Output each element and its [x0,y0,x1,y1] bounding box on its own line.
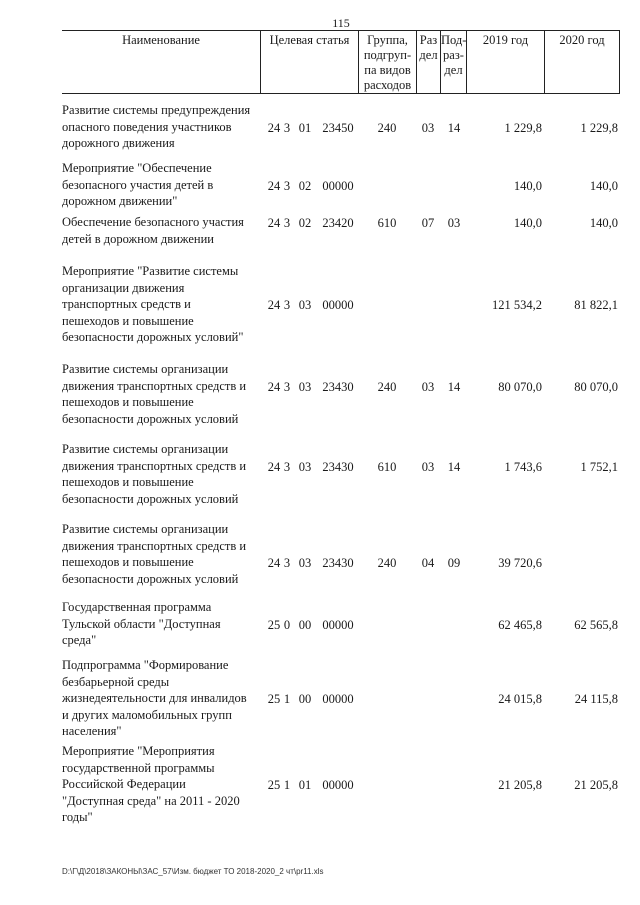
row-name-line: безопасности дорожных условий [62,411,239,426]
target-code-event: 02 [298,216,312,230]
header-name: Наименование [122,33,200,47]
amount-2020: 1 229,8 [580,120,618,135]
amount-2020: 80 070,0 [574,379,618,394]
target-code-program: 24 [267,216,281,230]
row-name-line: Государственная программа [62,600,212,614]
target-code-subprogram: 3 [283,178,291,193]
row-name-line: пешеходов и повышение [62,475,194,489]
target-code-subprogram: 3 [283,298,291,312]
row-name-line: Мероприятие "Мероприятия [62,744,215,758]
target-code-event: 00 [298,617,312,632]
expense-group: 240 [377,379,397,394]
target-code-program: 25 [267,692,281,706]
target-code-event: 00 [298,692,312,706]
header-group-line: па видов [364,63,411,77]
row-name-line: Обеспечение безопасного участия [62,215,244,229]
header-section-line: дел [419,48,438,62]
row-name-line: "Доступная среда" на 2011 - 2020 [62,793,240,808]
row-name-line: Подпрограмма "Формирование [62,658,229,672]
row-name-line: движения транспортных средств и [62,538,247,553]
header-target-article: Целевая статья [260,31,358,93]
row-name-line: опасного поведения участников [62,119,232,134]
row-values [62,459,620,475]
section: 03 [421,379,435,394]
header-subsection-line: Под- [441,33,466,47]
target-code-direction: 00000 [322,178,354,193]
section: 07 [421,216,435,230]
row-name-line: государственной программы [62,760,215,775]
row-name-line: безопасности дорожных условий [62,491,239,506]
target-code-program: 24 [267,556,281,570]
target-code-subprogram: 1 [283,692,291,706]
row-name-line: безопасного участия детей в [62,177,214,192]
amount-2019: 39 720,6 [498,556,542,570]
row-values [62,691,620,707]
header-subsection-line: дел [444,63,463,77]
section: 04 [421,556,435,570]
section: 03 [421,120,435,135]
amount-2019: 24 015,8 [498,692,542,706]
budget-table [62,30,620,824]
row-name [62,521,260,587]
row-name-line: дорожном движении" [62,194,178,208]
row-name-line: Российской Федерации [62,777,186,791]
target-code-subprogram: 0 [283,617,291,632]
amount-2019: 140,0 [513,216,542,230]
target-code-subprogram: 1 [283,778,291,792]
target-code-subprogram: 3 [283,459,291,474]
row-values [62,120,620,136]
target-code-event: 03 [298,556,312,570]
subsection: 14 [447,120,461,135]
row-name-line: организации движения [62,280,185,295]
target-code-direction: 00000 [322,298,354,312]
row-name-line: безбарьерной среды [62,674,170,689]
row-values [62,555,620,571]
amount-2019: 121 534,2 [492,298,542,312]
row-values [62,617,620,633]
target-code-event: 03 [298,379,312,394]
row-name-line: транспортных средств и [62,297,191,311]
header-2019: 2019 год [466,31,544,93]
row-values [62,379,620,395]
header-expense-group [358,31,416,93]
row-name-line: дорожного движения [62,136,175,150]
target-code-program: 24 [267,379,281,394]
row-values [62,777,620,793]
row-name-line: Развитие системы организации [62,362,229,376]
target-code-subprogram: 3 [283,379,291,394]
row-name-line: населения" [62,724,122,738]
row-name-line: годы" [62,810,93,824]
target-code-direction: 00000 [322,692,354,706]
row-name-line: Мероприятие "Обеспечение [62,161,212,175]
header-2020: 2020 год [544,31,620,93]
target-code-subprogram: 3 [283,556,291,570]
header-subsection-line: раз- [443,48,464,62]
subsection: 14 [447,459,461,474]
subsection: 14 [447,379,461,394]
amount-2019: 1 229,8 [504,120,542,135]
row-name-line: Мероприятие "Развитие системы [62,264,239,278]
row-values [62,215,620,231]
row-name-line: жизнедеятельности для инвалидов [62,691,247,705]
amount-2020: 1 752,1 [580,459,618,474]
row-name-line: безопасности дорожных условий [62,571,239,586]
expense-group: 240 [377,556,397,570]
target-code-event: 02 [298,178,312,193]
row-name-line: среда" [62,633,97,647]
target-code-direction: 23430 [322,379,354,394]
subsection: 03 [447,216,461,230]
target-code-subprogram: 3 [283,120,291,135]
row-name-line: Тульской области "Доступная [62,616,221,631]
row-name-line: безопасности дорожных условий" [62,330,244,344]
expense-group: 240 [377,120,397,135]
target-code-program: 25 [267,617,281,632]
target-code-event: 01 [298,778,312,792]
target-code-program: 24 [267,178,281,193]
row-name-line: Развитие системы организации [62,522,229,536]
target-code-direction: 00000 [322,778,354,792]
row-name-line: движения транспортных средств и [62,378,247,393]
header-section [416,31,440,93]
row-name-line: детей в дорожном движении [62,231,214,246]
amount-2020: 24 115,8 [574,692,618,706]
amount-2020: 140,0 [589,178,618,193]
target-code-event: 03 [298,298,312,312]
amount-2019: 21 205,8 [498,778,542,792]
row-name-line: пешеходов и повышение [62,395,194,409]
amount-2019: 1 743,6 [504,459,542,474]
row-values [62,297,620,313]
header-section-line: Раз [419,33,438,47]
target-code-event: 01 [298,120,312,135]
row-name-line: пешеходов и повышение [62,313,194,328]
row-name-line: Развитие системы предупреждения [62,103,251,117]
target-code-direction: 23420 [322,216,354,230]
row-values [62,178,620,194]
expense-group: 610 [377,216,397,230]
target-code-program: 24 [267,120,281,135]
expense-group: 610 [377,459,397,474]
subsection: 09 [447,556,461,570]
target-code-direction: 23430 [322,556,354,570]
header-group-line: расходов [363,78,412,92]
header-group-line: Группа, [367,33,408,47]
row-name-line: пешеходов и повышение [62,555,194,569]
row-name-line: движения транспортных средств и [62,458,247,473]
row-name-line: и других маломобильных групп [62,707,232,722]
target-code-program: 24 [267,459,281,474]
table-header [62,30,620,94]
amount-2020: 140,0 [589,216,618,230]
amount-2020: 21 205,8 [574,778,618,792]
section: 03 [421,459,435,474]
target-code-direction: 00000 [322,617,354,632]
file-path-footer: D:\Г\Д\2018\ЗАКОНЫ\ЗАС_57\Изм. бюджет ТО 2018-2020_2 чт\pr11.xls [62,867,324,876]
header-subsection [440,31,466,93]
header-group-line: подгруп- [363,48,412,62]
page-number: 115 [332,16,350,30]
target-code-subprogram: 3 [283,216,291,230]
row-name-line: Развитие системы организации [62,442,229,456]
amount-2020: 81 822,1 [574,298,618,312]
amount-2019: 62 465,8 [498,617,542,632]
amount-2019: 140,0 [513,178,542,193]
target-code-program: 25 [267,778,281,792]
target-code-direction: 23450 [322,120,354,135]
target-code-direction: 23430 [322,459,354,474]
amount-2020: 62 565,8 [574,617,618,632]
target-code-program: 24 [267,298,281,312]
target-code-event: 03 [298,459,312,474]
amount-2019: 80 070,0 [498,379,542,394]
